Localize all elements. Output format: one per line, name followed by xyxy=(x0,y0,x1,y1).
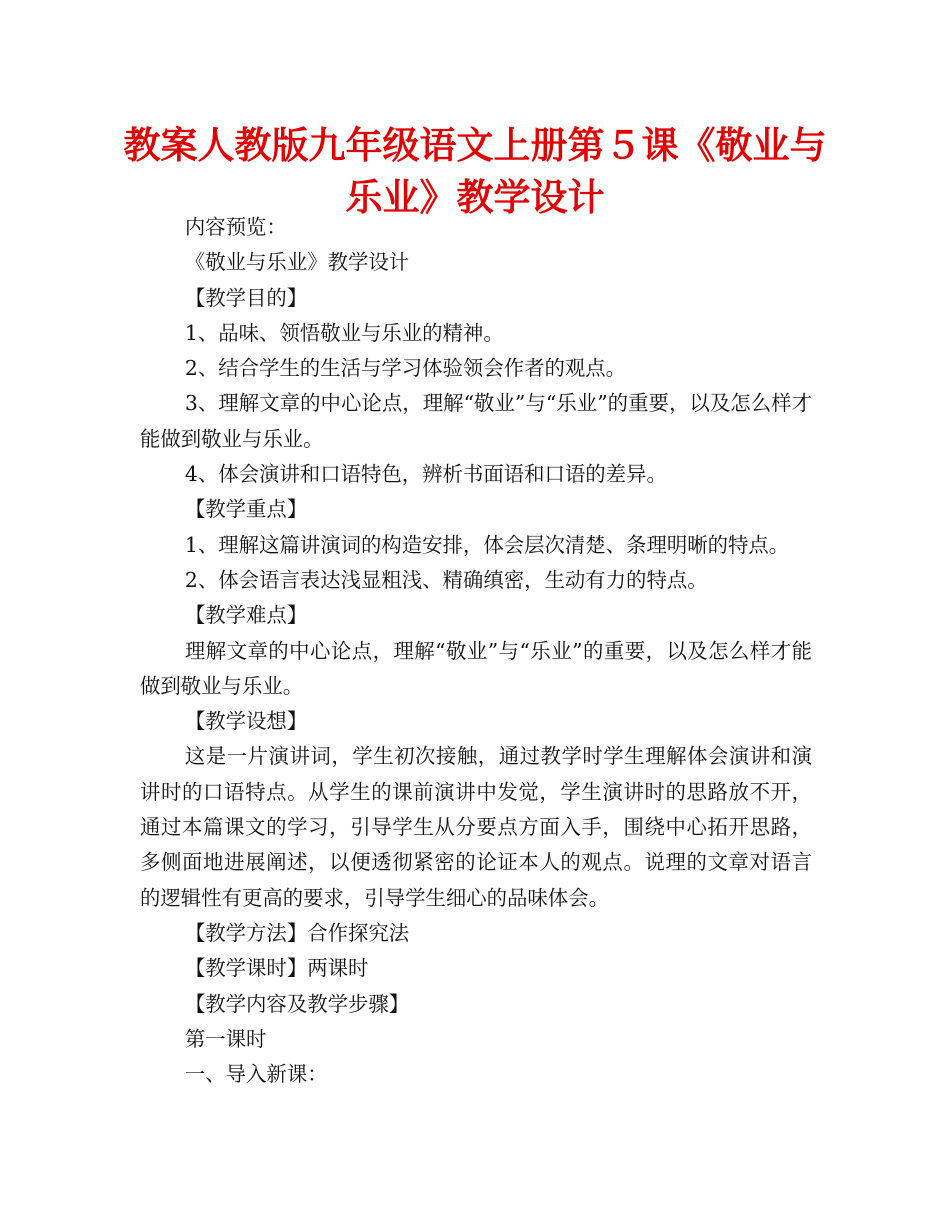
document-body xyxy=(140,210,812,1092)
lesson-name: 《敬业与乐业》教学设计 xyxy=(184,250,410,275)
objective-item: 4、体会演讲和口语特色，辨析书面语和口语的差异。 xyxy=(184,462,667,487)
key-point-item: 1、理解这篇讲演词的构造安排，体会层次清楚、条理明晰的特点。 xyxy=(184,532,790,557)
first-lesson-heading: 第一课时 xyxy=(184,1026,267,1051)
design-text: 这是一片演讲词，学生初次接触，通过教学时学生理解体会演讲和演讲时的口语特点。从学生的课前演讲中发觉，学生演讲时的思路放不开，通过本篇课文的学习，引导学生从分要点方面入手，围绕中心拓开思路，多侧面地进展阐述，以便透彻紧密的论证本人的观点。说理的文章对语言的逻辑性有更高的要求，引导学生细心的品味体会。 xyxy=(140,744,812,910)
preview-label: 内容预览： xyxy=(184,215,287,239)
teaching-method: 【教学方法】合作探究法 xyxy=(184,920,410,945)
difficulty-text: 理解文章的中心论点，理解“敬业”与“乐业”的重要，以及怎么样才能做到敬业与乐业。 xyxy=(140,638,812,698)
teaching-hours: 【教学课时】两课时 xyxy=(184,956,369,981)
section-heading-steps: 【教学内容及教学步骤】 xyxy=(184,991,410,1016)
key-point-item: 2、体会语言表达浅显粗浅、精确缜密，生动有力的特点。 xyxy=(184,567,708,592)
objective-item: 2、结合学生的生活与学习体验领会作者的观点。 xyxy=(184,356,627,381)
section-heading-objectives: 【教学目的】 xyxy=(184,285,308,310)
objective-item: 3、理解文章的中心论点，理解“敬业”与“乐业”的重要，以及怎么样才能做到敬业与乐业。 xyxy=(140,391,812,451)
section-heading-key-points: 【教学重点】 xyxy=(184,497,308,522)
step-heading: 一、导入新课： xyxy=(184,1062,328,1087)
document-title: 教案人教版九年级语文上册第５课《敬业与乐业》教学设计 xyxy=(123,124,827,219)
objective-item: 1、品味、领悟敬业与乐业的精神。 xyxy=(184,320,504,345)
section-heading-difficulties: 【教学难点】 xyxy=(184,603,308,628)
section-heading-design: 【教学设想】 xyxy=(184,709,308,734)
